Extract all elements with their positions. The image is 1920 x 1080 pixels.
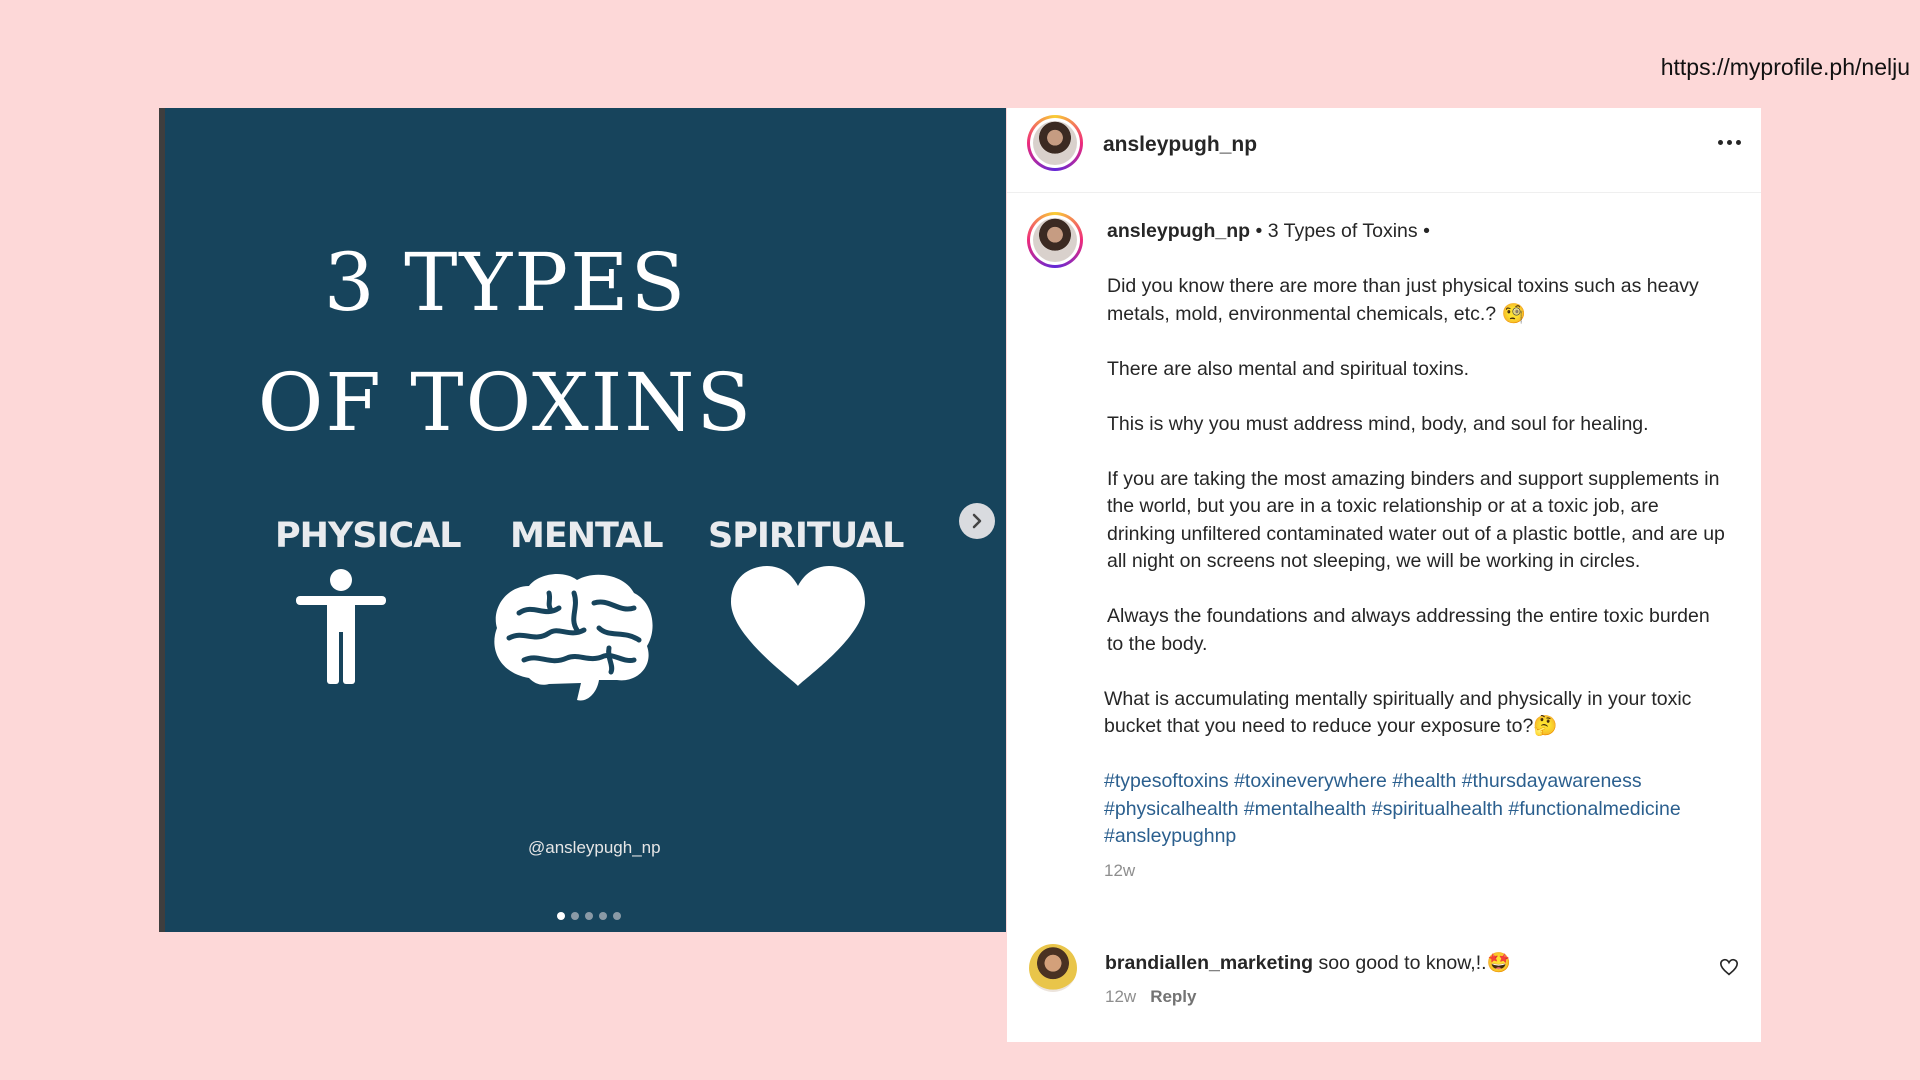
next-slide-button[interactable] xyxy=(959,503,995,539)
caption-paragraph: What is accumulating mentally spiritually and physically in your toxic bucket that you need to reduce your exposure to?🤔 xyxy=(1104,687,1692,737)
category-spiritual: SPIRITUAL xyxy=(708,516,904,556)
header-username[interactable]: ansleypugh_np xyxy=(1103,133,1258,156)
post-title-line-2: OF TOXINS xyxy=(257,356,754,449)
caption-avatar[interactable] xyxy=(1027,212,1083,268)
heart-icon xyxy=(731,566,865,688)
caption-username[interactable]: ansleypugh_np xyxy=(1107,220,1251,242)
brain-icon xyxy=(489,568,659,708)
post-watermark: @ansleypugh_np xyxy=(528,838,661,857)
post-title-line-1: 3 TYPES xyxy=(323,236,688,329)
comment-timestamp: 12w xyxy=(1105,987,1137,1006)
caption-paragraph: Always the foundations and always addressing the entire toxic burden to the body. xyxy=(1107,605,1710,655)
post-caption xyxy=(1104,218,1727,884)
category-mental: MENTAL xyxy=(510,516,663,556)
post-timestamp: 12w xyxy=(1104,860,1136,880)
comment-username[interactable]: brandiallen_marketing xyxy=(1105,952,1314,974)
carousel-dot xyxy=(571,912,579,920)
carousel-dots xyxy=(557,912,621,920)
caption-paragraph: Did you know there are more than just physical toxins such as heavy metals, mold, environmental chemicals, etc.? 🧐 xyxy=(1107,275,1699,325)
carousel-dot xyxy=(599,912,607,920)
comment-avatar[interactable] xyxy=(1029,944,1077,992)
carousel-dot xyxy=(585,912,593,920)
caption-paragraph: This is why you must address mind, body, and soul for healing. xyxy=(1107,412,1649,435)
chevron-right-icon xyxy=(969,513,985,529)
avatar[interactable] xyxy=(1027,115,1083,171)
person-icon xyxy=(296,568,386,688)
comment-body: soo good to know,!.🤩 xyxy=(1313,952,1511,974)
reply-button[interactable]: Reply xyxy=(1150,987,1197,1006)
caption-hashtags[interactable]: #typesoftoxins #toxineverywhere #health #thursdayawareness #physicalhealth #mentalhealth #spiritualhealth #functionalmedicine #ansleypughnp xyxy=(1104,770,1681,847)
carousel-dot xyxy=(557,912,565,920)
more-options-icon[interactable] xyxy=(1718,140,1741,145)
profile-url[interactable]: https://myprofile.ph/nelju xyxy=(1660,54,1910,80)
caption-paragraph: There are also mental and spiritual toxins. xyxy=(1107,357,1470,380)
like-comment-icon[interactable] xyxy=(1719,958,1739,976)
category-physical: PHYSICAL xyxy=(275,516,461,556)
post-image xyxy=(159,108,1006,932)
carousel-dot xyxy=(613,912,621,920)
post-header xyxy=(1007,108,1761,193)
comment xyxy=(1105,951,1511,975)
caption-paragraph: If you are taking the most amazing binders and support supplements in the world, but you are in a toxic relationship or at a toxic job, are drinking unfiltered contaminated water out of a plastic bottle, and are up all night on screens not sleeping, we will be working in circles. xyxy=(1107,467,1725,572)
caption-title: • 3 Types of Toxins • xyxy=(1250,220,1430,242)
comment-meta xyxy=(1105,987,1196,1007)
post-detail-panel xyxy=(1007,108,1761,1042)
